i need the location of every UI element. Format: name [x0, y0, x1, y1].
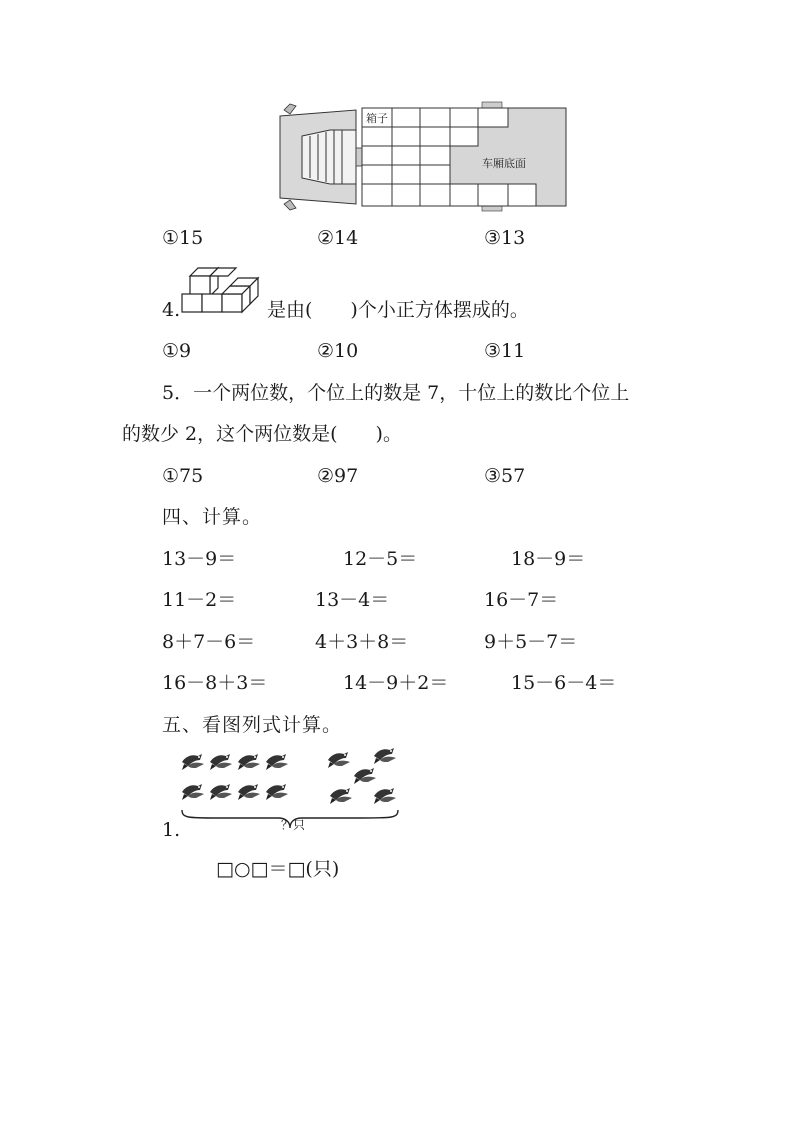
calc-item: 16－7＝ — [484, 589, 559, 611]
floor-label: 车厢底面 — [482, 157, 526, 170]
calc-item: 15－6－4＝ — [511, 672, 617, 694]
q5-option-2[interactable]: ②97 — [317, 465, 359, 487]
q4-text: 是由( )个小正方体摆成的。 — [267, 299, 529, 321]
q4-number: 4. — [162, 299, 181, 321]
bird-icon-group-right — [328, 748, 396, 804]
calc-item: 16－8＋3＝ — [162, 672, 268, 694]
calc-item: 9＋5－7＝ — [484, 631, 578, 653]
calc-item: 4＋3＋8＝ — [315, 631, 409, 653]
q5-line-2: 的数少 2，这个两位数是( )。 — [122, 423, 402, 445]
section-4-title: 四、计算。 — [162, 506, 263, 528]
calc-item: 13－9＝ — [162, 548, 237, 570]
q3-option-2[interactable]: ②14 — [317, 227, 359, 249]
section-5-title: 五、看图列式计算。 — [162, 714, 343, 736]
calc-item: 14－9＋2＝ — [343, 672, 449, 694]
q5-option-1[interactable]: ①75 — [162, 465, 204, 487]
q4-option-1[interactable]: ①9 — [162, 340, 192, 362]
q5-line-1: 5．一个两位数，个位上的数是 7，十位上的数比个位上 — [162, 382, 630, 404]
q4-option-3[interactable]: ③11 — [484, 340, 526, 362]
calc-item: 18－9＝ — [511, 548, 586, 570]
box-label: 箱子 — [366, 112, 388, 125]
calc-item: 13－4＝ — [315, 589, 390, 611]
bird-icon-group-left — [182, 754, 288, 800]
calc-item: 12－5＝ — [343, 548, 418, 570]
q4-option-2[interactable]: ②10 — [317, 340, 359, 362]
brace-label: ？只 — [281, 818, 306, 832]
s5-q1-number: 1. — [162, 819, 181, 841]
cube-stack-figure — [180, 264, 264, 316]
calc-item: 11－2＝ — [162, 589, 237, 611]
q3-option-3[interactable]: ③13 — [484, 227, 526, 249]
q5-option-3[interactable]: ③57 — [484, 465, 526, 487]
q3-option-1[interactable]: ①15 — [162, 227, 204, 249]
calc-item: 8＋7－6＝ — [162, 631, 256, 653]
truck-floor-figure — [270, 100, 570, 212]
answer-equation[interactable]: □○□＝□(只) — [216, 858, 340, 880]
